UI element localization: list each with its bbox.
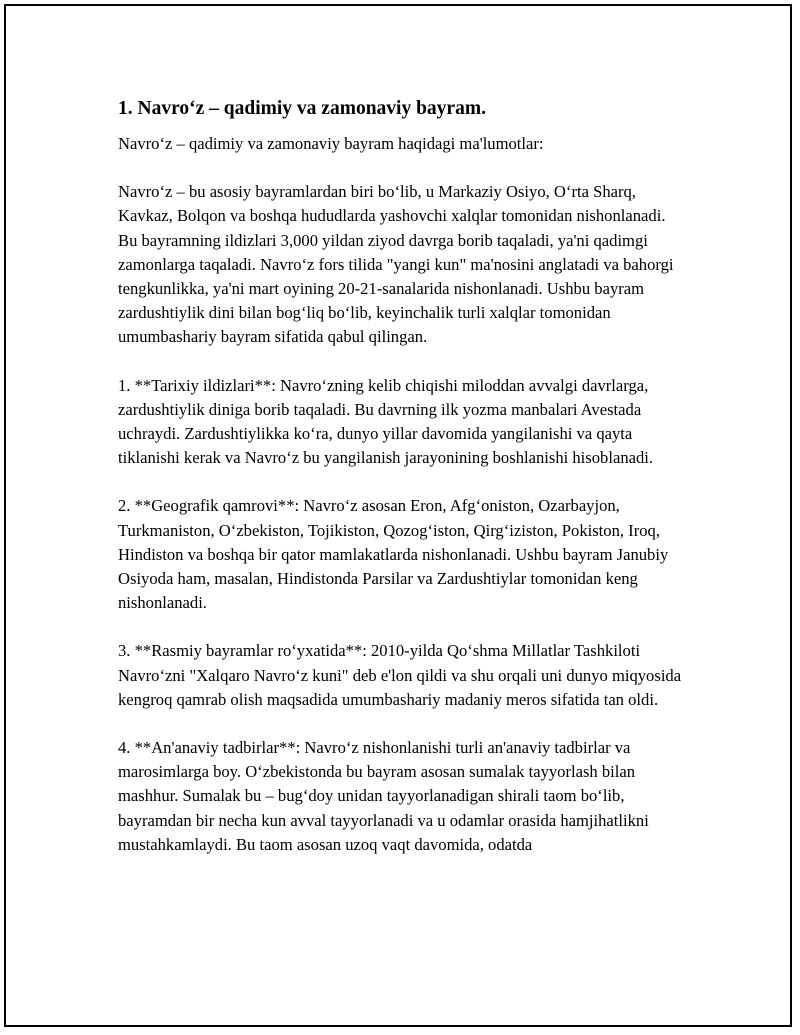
paragraph-historical-roots: 1. **Tarixiy ildizlari**: Navro‘zning kelib chiqishi miloddan avvalgi davrlarga, zardushtiylik diniga borib taqaladi. Bu davrning ilk yozma manbalari Avestada uchraydi. Zardushtiylikka ko‘ra, dunyo yillar davomida yangilanishi va qayta tiklanishi kerak va Navro‘z bu yangilanish jarayonining boshlanishi hisoblanadi. bbox=[118, 375, 654, 468]
paragraph-official-holidays: 3. **Rasmiy bayramlar ro‘yxatida**: 2010-yilda Qo‘shma Millatlar Tashkiloti Navro‘zni "Xalqaro Navro‘z kuni" deb e'lon qildi va shu orqali uni dunyo miqyosida kengroq qamrab olish maqsadida umumbashariy madaniy meros sifatida tan oldi. bbox=[118, 641, 682, 709]
document-title: 1. Navro‘z – qadimiy va zamonaviy bayram. bbox=[118, 98, 486, 119]
document-body bbox=[118, 96, 688, 881]
paragraph-geographic-scope: 2. **Geografik qamrovi**: Navro‘z asosan Eron, Afg‘oniston, Ozarbayjon, Turkmaniston, O‘zbekiston, Tojikiston, Qozog‘iston, Qirg‘iziston, Pokiston, Iroq, Hindiston va boshqa bir qator mamlakatlarda nishonlanadi. Ushbu bayram Janubiy Osiyoda ham, masalan, Hindistonda Parsilar va Zardushtiylar tomonidan keng nishonlanadi. bbox=[118, 496, 669, 613]
paragraph-overview: Navro‘z – bu asosiy bayramlardan biri bo‘lib, u Markaziy Osiyo, O‘rta Sharq, Kavkaz, Bolqon va boshqa hududlarda yashovchi xalqlar tomonidan nishonlanadi. Bu bayramning ildizlari 3,000 yildan ziyod davrga borib taqaladi, ya'ni qadimgi zamonlarga taqaladi. Navro‘z fors tilida "yangi kun" ma'nosini anglatadi va bahorgi tengkunlikka, ya'ni mart oyining 20-21-sanalarida nishonlanadi. Ushbu bayram zardushtiylik dini bilan bog‘liq bo‘lib, keyinchalik turli xalqlar tomonidan umumbashariy bayram sifatida qabul qilingan. bbox=[118, 182, 674, 347]
intro-paragraph: Navro‘z – qadimiy va zamonaviy bayram haqidagi ma'lumotlar: bbox=[118, 134, 544, 153]
paragraph-traditional-events: 4. **An'anaviy tadbirlar**: Navro‘z nishonlanishi turli an'anaviy tadbirlar va marosimlarga boy. O‘zbekistonda bu bayram asosan sumalak tayyorlash bilan mashhur. Sumalak bu – bug‘doy unidan tayyorlanadigan shirali taom bo‘lib, bayramdan bir necha kun avval tayyorlanadi va u odamlar orasida hamjihatlikni mustahkamlaydi. Bu taom asosan uzoq vaqt davomida, odatda bbox=[118, 738, 649, 854]
